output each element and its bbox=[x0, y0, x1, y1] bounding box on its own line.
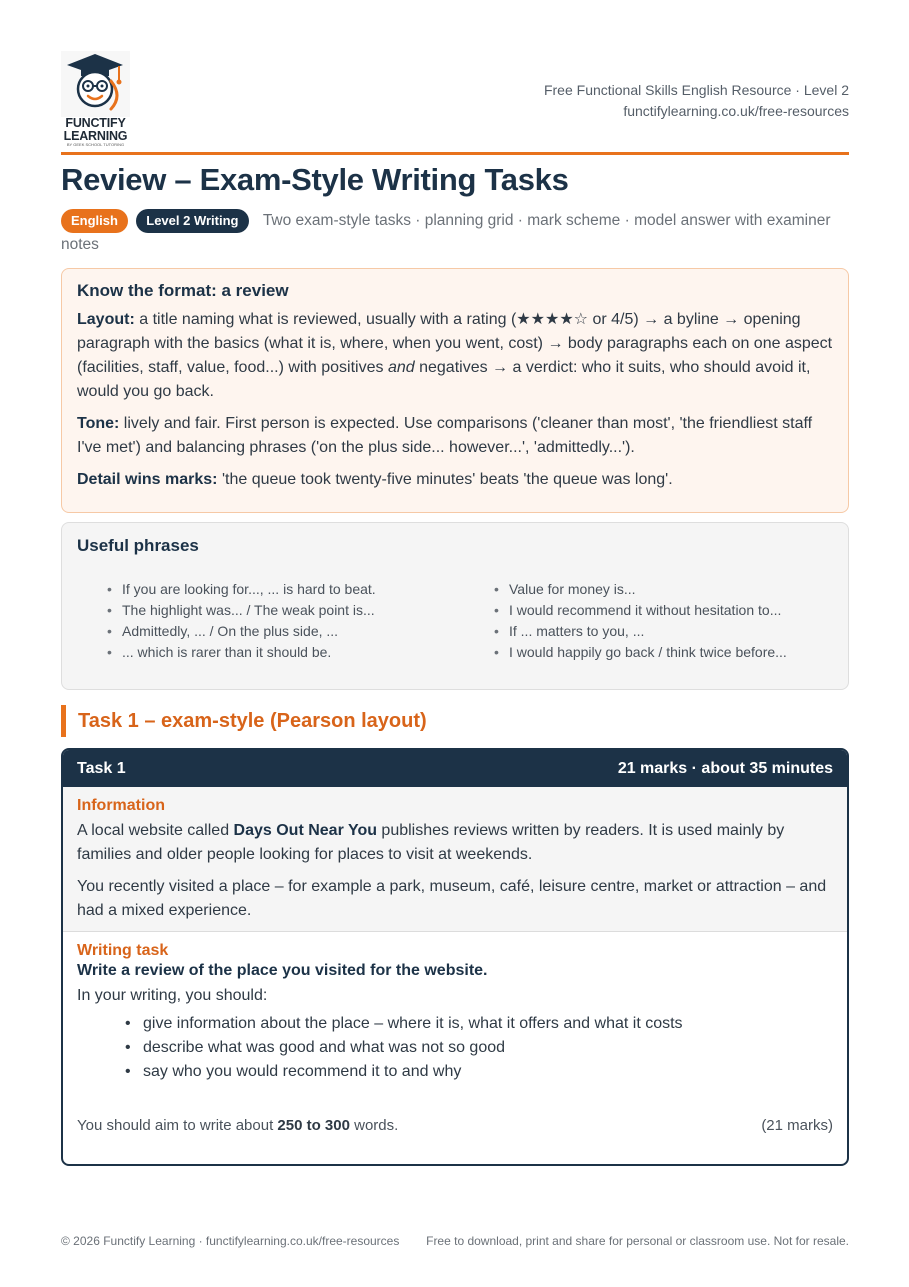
info-text-b: publishes reviews written by readers. It is used mainly by families and older people looking for places to visit at weekends. bbox=[77, 822, 785, 863]
word-range: 250 to 300 bbox=[277, 1117, 350, 1134]
resource-description: Two exam-style tasks · planning grid · mark scheme · model answer with examiner notes bbox=[61, 212, 831, 253]
info-text-a: A local website called bbox=[77, 822, 234, 839]
format-box bbox=[61, 268, 849, 513]
subject-badge: English bbox=[61, 209, 128, 233]
info-paragraph-1 bbox=[77, 819, 833, 867]
tag-line bbox=[61, 209, 849, 257]
info-paragraph-2: You recently visited a place – for example a park, museum, café, leisure centre, market or attraction – and had a mixed experience. bbox=[77, 878, 827, 919]
information-heading: Information bbox=[77, 797, 165, 814]
layout-italic: and bbox=[387, 359, 415, 376]
list-item: • Value for money is... bbox=[494, 579, 787, 600]
functify-logo bbox=[61, 51, 130, 148]
list-item: • ... which is rarer than it should be. bbox=[107, 642, 376, 663]
level-badge: Level 2 Writing bbox=[136, 209, 248, 233]
task-bullets bbox=[77, 1012, 833, 1084]
task-section-heading: Task 1 – exam-style (Pearson layout) bbox=[61, 705, 427, 737]
writing-task bbox=[63, 932, 847, 1134]
task-name: Task 1 bbox=[77, 760, 126, 777]
page-title: Review – Exam-Style Writing Tasks bbox=[61, 162, 569, 197]
list-item: • say who you would recommend it to and why bbox=[143, 1060, 833, 1084]
phrases-left-column bbox=[107, 579, 376, 663]
footer-copyright: © 2026 Functify Learning · functifylearning.co.uk/free-resources bbox=[61, 1234, 400, 1248]
task-marks: (21 marks) bbox=[761, 1117, 833, 1134]
list-item: • describe what was good and what was not so good bbox=[143, 1036, 833, 1060]
detail-text: 'the queue took twenty-five minutes' beats 'the queue was long'. bbox=[217, 471, 673, 488]
list-item: • give information about the place – where it is, what it offers and what it costs bbox=[143, 1012, 833, 1036]
task-information bbox=[63, 787, 847, 932]
logo-word-functify: FUNCTIFY bbox=[65, 116, 126, 130]
list-item: • If ... matters to you, ... bbox=[494, 621, 787, 642]
layout-paragraph bbox=[77, 308, 833, 404]
phrases-right-column bbox=[494, 579, 787, 663]
layout-text-a: a title naming what is reviewed, usually with a rating (★★★★☆ or 4/5) → a byline → opening paragraph with the basics (what it is, where, when you went, cost) → body paragraphs each on one aspect (facilities, staff, value, food...) with positives bbox=[77, 311, 833, 376]
format-heading: Know the format: a review bbox=[77, 281, 289, 300]
graduate-mascot-icon bbox=[61, 51, 130, 117]
word-count-guidance bbox=[77, 1117, 398, 1134]
resource-url: functifylearning.co.uk/free-resources bbox=[623, 103, 849, 119]
task-lead: In your writing, you should: bbox=[77, 987, 268, 1004]
task-header bbox=[63, 750, 847, 787]
writing-task-heading: Writing task bbox=[77, 942, 169, 959]
layout-text-b: negatives → a verdict: who it suits, who should avoid it, would you go back. bbox=[77, 359, 811, 400]
list-item: • If you are looking for..., ... is hard to beat. bbox=[107, 579, 376, 600]
task-card bbox=[61, 748, 849, 1166]
task-instruction: Write a review of the place you visited for the website. bbox=[77, 962, 488, 979]
tone-text: lively and fair. First person is expected. Use comparisons ('cleaner than most', 'the friendliest staff I've met') and balancing phrases ('on the plus side... however...', 'admittedly...'). bbox=[77, 415, 813, 456]
aim-text-b: words. bbox=[349, 1117, 399, 1134]
footer-licence: Free to download, print and share for personal or classroom use. Not for resale. bbox=[426, 1234, 849, 1248]
list-item: • I would recommend it without hesitation to... bbox=[494, 600, 787, 621]
task-marks-time: 21 marks · about 35 minutes bbox=[617, 760, 833, 777]
list-item: • Admittedly, ... / On the plus side, ... bbox=[107, 621, 376, 642]
tone-label: Tone: bbox=[77, 415, 120, 432]
logo-tagline: BY GEEK SCHOOL TUTORING bbox=[66, 142, 125, 147]
resource-label: Free Functional Skills English Resource · Level 2 bbox=[543, 82, 849, 98]
tone-paragraph bbox=[77, 412, 833, 460]
layout-label: Layout: bbox=[77, 311, 135, 328]
detail-paragraph bbox=[77, 468, 833, 492]
aim-text-a: You should aim to write about bbox=[77, 1117, 278, 1134]
phrases-heading: Useful phrases bbox=[77, 536, 199, 555]
detail-label: Detail wins marks: bbox=[77, 471, 218, 488]
list-item: • I would happily go back / think twice before... bbox=[494, 642, 787, 663]
page-header bbox=[61, 0, 849, 155]
website-name: Days Out Near You bbox=[233, 822, 377, 839]
list-item: • The highlight was... / The weak point is... bbox=[107, 600, 376, 621]
logo-word-learning: LEARNING bbox=[63, 129, 128, 143]
